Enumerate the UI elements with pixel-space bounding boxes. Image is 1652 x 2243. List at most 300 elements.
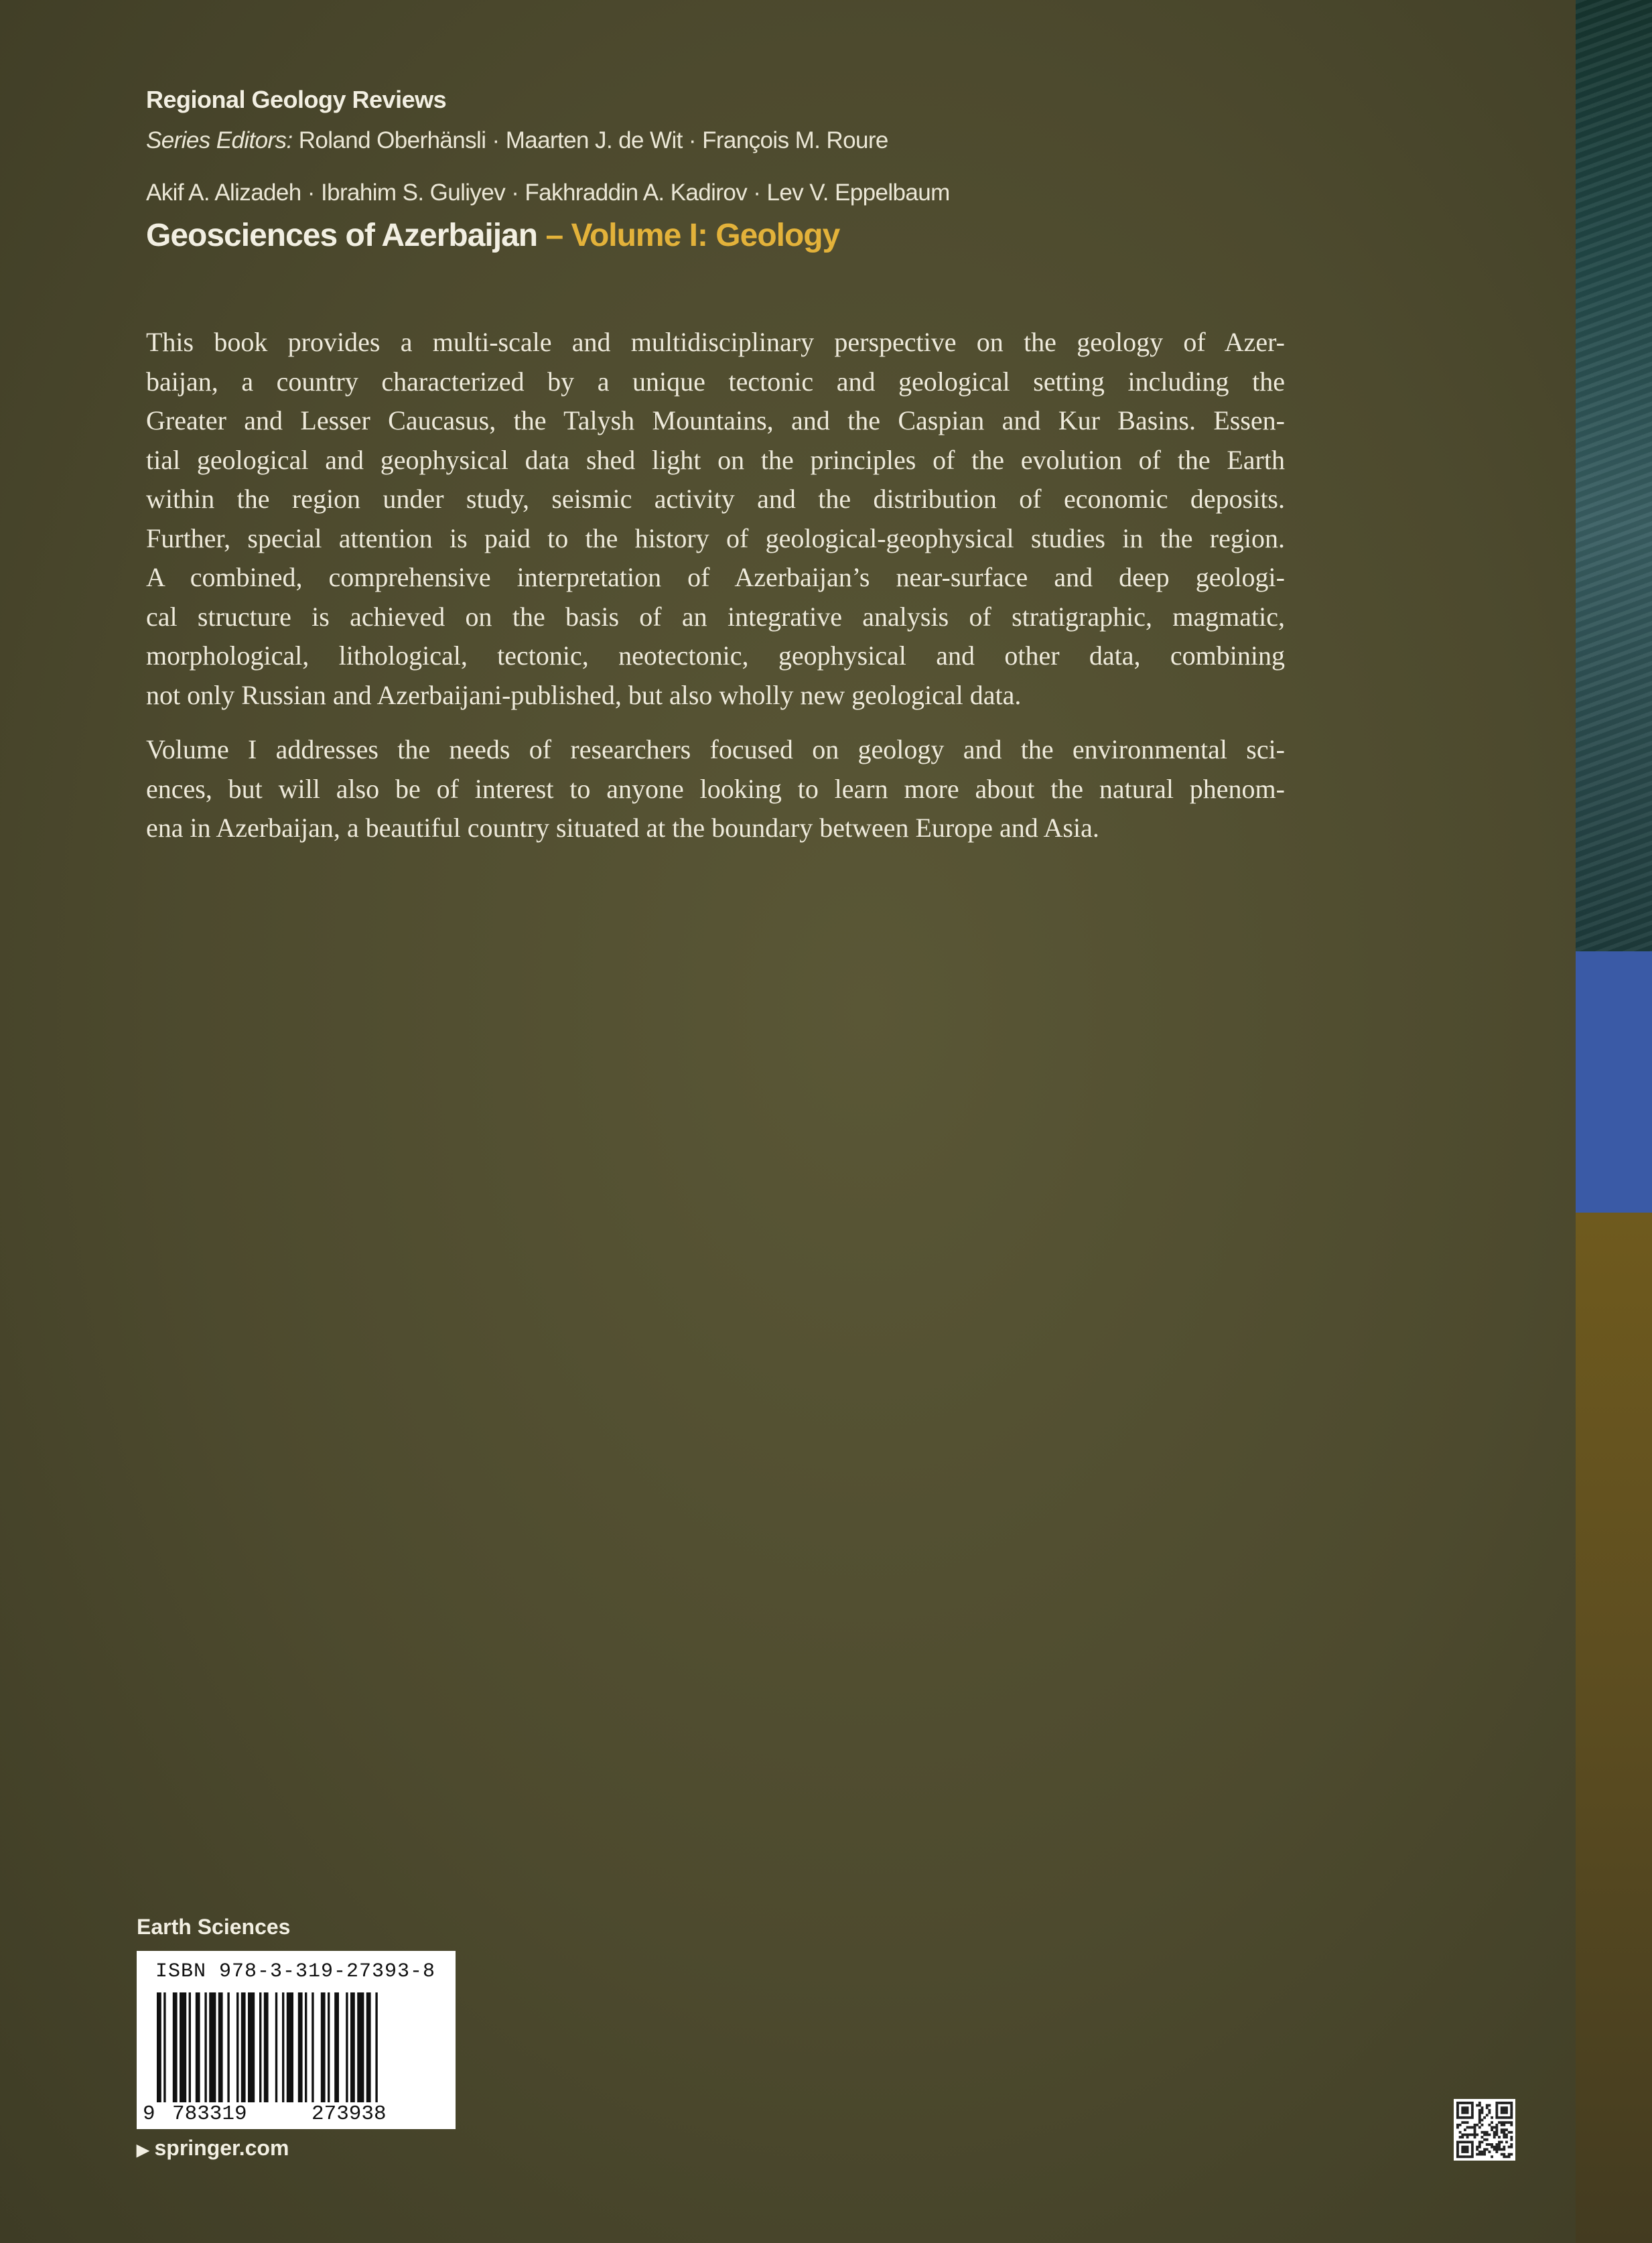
- spine-strip: [1576, 0, 1652, 2243]
- qr-module: [1501, 2148, 1503, 2151]
- qr-module: [1464, 2128, 1466, 2131]
- qr-module: [1461, 2102, 1464, 2104]
- barcode-bar: [248, 1992, 255, 2117]
- subject-category: Earth Sciences: [137, 1915, 291, 1939]
- qr-module: [1456, 2126, 1459, 2129]
- qr-module: [1498, 2148, 1501, 2151]
- qr-module: [1471, 2126, 1474, 2129]
- qr-module: [1501, 2116, 1503, 2119]
- text-line: This book provides a multi-scale and multidisciplinary perspective on the geology of Azer-: [146, 327, 1285, 357]
- qr-module: [1501, 2109, 1503, 2112]
- qr-module: [1456, 2153, 1459, 2156]
- qr-module: [1486, 2106, 1489, 2109]
- qr-module: [1456, 2116, 1459, 2119]
- qr-module: [1466, 2116, 1469, 2119]
- triangle-right-icon: ▶: [137, 2141, 149, 2159]
- qr-module: [1495, 2126, 1498, 2129]
- qr-module: [1510, 2153, 1513, 2156]
- qr-module: [1464, 2148, 1466, 2151]
- qr-module: [1503, 2128, 1505, 2131]
- qr-module: [1459, 2124, 1462, 2126]
- website-url: springer.com: [154, 2136, 289, 2160]
- qr-module: [1508, 2102, 1511, 2104]
- qr-module: [1503, 2148, 1505, 2151]
- qr-module: [1486, 2148, 1489, 2151]
- qr-module: [1501, 2128, 1503, 2131]
- qr-module: [1488, 2151, 1491, 2153]
- qr-module: [1478, 2121, 1481, 2124]
- qr-module: [1481, 2131, 1484, 2134]
- qr-module: [1498, 2140, 1501, 2143]
- qr-module: [1456, 2151, 1459, 2153]
- qr-module: [1456, 2155, 1459, 2158]
- qr-module: [1461, 2121, 1464, 2124]
- qr-module: [1508, 2146, 1511, 2149]
- qr-module: [1503, 2124, 1505, 2126]
- qr-module: [1501, 2112, 1503, 2114]
- qr-module: [1471, 2114, 1474, 2116]
- qr-module: [1481, 2151, 1484, 2153]
- qr-module: [1481, 2153, 1484, 2156]
- qr-module: [1508, 2153, 1511, 2156]
- qr-module: [1456, 2104, 1459, 2107]
- qr-module: [1466, 2109, 1469, 2112]
- qr-module: [1503, 2136, 1505, 2138]
- qr-module: [1501, 2106, 1503, 2109]
- text-line: ena in Azerbaijan, a beautiful country situated at the boundary between Europe and Asia.: [146, 813, 1099, 843]
- qr-module: [1503, 2106, 1505, 2109]
- book-title-dash: –: [537, 218, 571, 253]
- qr-module: [1464, 2155, 1466, 2158]
- qr-module: [1508, 2116, 1511, 2119]
- qr-module: [1481, 2109, 1484, 2112]
- qr-module: [1495, 2106, 1498, 2109]
- qr-module: [1491, 2146, 1493, 2149]
- qr-module: [1478, 2116, 1481, 2119]
- qr-module: [1481, 2136, 1484, 2138]
- qr-module: [1510, 2116, 1513, 2119]
- qr-module: [1464, 2112, 1466, 2114]
- qr-module: [1503, 2121, 1505, 2124]
- qr-module: [1456, 2140, 1459, 2143]
- barcode-bar: [346, 1992, 348, 2117]
- qr-module: [1478, 2109, 1481, 2112]
- publisher-website[interactable]: [137, 2136, 289, 2161]
- qr-module: [1459, 2131, 1462, 2134]
- qr-module: [1495, 2146, 1498, 2149]
- qr-module: [1495, 2114, 1498, 2116]
- qr-module: [1466, 2155, 1469, 2158]
- qr-module: [1471, 2140, 1474, 2143]
- qr-module: [1495, 2112, 1498, 2114]
- qr-module: [1459, 2136, 1462, 2138]
- text-line: A combined, comprehensive interpretation of Azerbaijan’s near-surface and deep geologi-: [146, 562, 1285, 592]
- qr-module: [1461, 2151, 1464, 2153]
- book-authors: Akif A. Alizadeh · Ibrahim S. Guliyev · Fakhraddin A. Kadirov · Lev V. Eppelbaum: [146, 180, 950, 206]
- qr-module: [1466, 2126, 1469, 2129]
- qr-module: [1495, 2124, 1498, 2126]
- barcode-bar: [241, 1992, 246, 2117]
- qr-module: [1510, 2106, 1513, 2109]
- qr-module: [1468, 2116, 1471, 2119]
- qr-module: [1510, 2143, 1513, 2146]
- qr-module: [1505, 2121, 1508, 2124]
- qr-module: [1471, 2153, 1474, 2156]
- barcode-bar: [334, 1992, 339, 2117]
- barcode-bar: [204, 1992, 206, 2117]
- barcode-bar: [189, 1992, 191, 2117]
- text-line: tial geological and geophysical data shed light on the principles of the evolution of the Earth: [146, 444, 1285, 475]
- qr-module: [1495, 2148, 1498, 2151]
- barcode-bar: [298, 1992, 303, 2117]
- qr-module: [1486, 2114, 1489, 2116]
- qr-module: [1459, 2116, 1462, 2119]
- qr-module: [1501, 2102, 1503, 2104]
- qr-module: [1491, 2143, 1493, 2146]
- barcode-bar: [173, 1992, 178, 2117]
- qr-module: [1483, 2116, 1486, 2119]
- qr-module: [1510, 2104, 1513, 2107]
- qr-module: [1505, 2109, 1508, 2112]
- qr-module: [1464, 2121, 1466, 2124]
- qr-module: [1476, 2146, 1478, 2149]
- barcode-icon: [157, 1992, 438, 2117]
- qr-module: [1476, 2104, 1478, 2107]
- qr-module: [1478, 2102, 1481, 2104]
- qr-module: [1466, 2136, 1469, 2138]
- qr-module: [1493, 2131, 1496, 2134]
- qr-module: [1486, 2104, 1489, 2107]
- qr-module: [1464, 2102, 1466, 2104]
- qr-module: [1505, 2136, 1508, 2138]
- qr-module: [1471, 2148, 1474, 2151]
- barcode-bar: [350, 1992, 355, 2117]
- text-line: not only Russian and Azerbaijani-published, but also wholly new geological data.: [146, 679, 1022, 710]
- qr-module: [1505, 2112, 1508, 2114]
- qr-module: [1483, 2138, 1486, 2141]
- qr-module: [1493, 2146, 1496, 2149]
- qr-module: [1464, 2146, 1466, 2149]
- qr-module: [1478, 2140, 1481, 2143]
- qr-module: [1503, 2133, 1505, 2136]
- qr-module: [1495, 2109, 1498, 2112]
- qr-module: [1474, 2128, 1476, 2131]
- isbn-text: ISBN 978-3-319-27393-8: [155, 1960, 436, 1983]
- book-title-main: Geosciences of Azerbaijan: [146, 218, 538, 253]
- qr-module: [1505, 2155, 1508, 2158]
- qr-module: [1488, 2143, 1491, 2146]
- qr-module: [1495, 2143, 1498, 2146]
- qr-module: [1498, 2116, 1501, 2119]
- qr-module: [1464, 2116, 1466, 2119]
- barcode-bar: [218, 1992, 223, 2117]
- qr-module: [1461, 2140, 1464, 2143]
- qr-module: [1466, 2102, 1469, 2104]
- qr-module: [1468, 2133, 1471, 2136]
- qr-module: [1498, 2146, 1501, 2149]
- qr-module: [1501, 2124, 1503, 2126]
- qr-module: [1495, 2104, 1498, 2107]
- qr-module: [1493, 2136, 1496, 2138]
- qr-module: [1488, 2133, 1491, 2136]
- qr-module: [1478, 2112, 1481, 2114]
- qr-module: [1456, 2106, 1459, 2109]
- text-line: within the region under study, seismic activity and the distribution of economic deposits.: [146, 484, 1285, 514]
- qr-module: [1456, 2143, 1459, 2146]
- qr-module: [1478, 2114, 1481, 2116]
- qr-module: [1495, 2133, 1498, 2136]
- qr-module: [1466, 2148, 1469, 2151]
- qr-module: [1491, 2155, 1493, 2158]
- qr-module: [1491, 2121, 1493, 2124]
- barcode-bar: [375, 1992, 377, 2117]
- qr-module: [1478, 2146, 1481, 2149]
- qr-module: [1503, 2116, 1505, 2119]
- qr-module: [1471, 2116, 1474, 2119]
- qr-module: [1481, 2106, 1484, 2109]
- qr-module: [1466, 2146, 1469, 2149]
- qr-module: [1471, 2143, 1474, 2146]
- book-title-volume: Volume I: Geology: [571, 218, 840, 253]
- qr-module: [1461, 2109, 1464, 2112]
- qr-module: [1501, 2153, 1503, 2156]
- qr-module: [1501, 2140, 1503, 2143]
- qr-module: [1471, 2151, 1474, 2153]
- qr-module: [1503, 2153, 1505, 2156]
- qr-module: [1471, 2112, 1474, 2114]
- qr-module: [1510, 2131, 1513, 2134]
- qr-module: [1501, 2131, 1503, 2134]
- qr-module: [1471, 2146, 1474, 2149]
- barcode-digit-lead: 9: [143, 2102, 155, 2126]
- qr-module: [1464, 2133, 1466, 2136]
- barcode-bar: [227, 1992, 229, 2117]
- qr-module: [1491, 2126, 1493, 2129]
- series-title: Regional Geology Reviews: [146, 86, 447, 113]
- qr-module: [1461, 2136, 1464, 2138]
- qr-module: [1510, 2146, 1513, 2149]
- qr-module: [1461, 2112, 1464, 2114]
- qr-module: [1505, 2128, 1508, 2131]
- qr-module: [1510, 2124, 1513, 2126]
- qr-module: [1493, 2133, 1496, 2136]
- qr-module: [1486, 2133, 1489, 2136]
- qr-module: [1503, 2131, 1505, 2134]
- qr-module: [1461, 2148, 1464, 2151]
- barcode-bar: [196, 1992, 200, 2117]
- qr-module: [1488, 2104, 1491, 2107]
- qr-module: [1503, 2155, 1505, 2158]
- qr-module: [1505, 2102, 1508, 2104]
- qr-module: [1478, 2151, 1481, 2153]
- qr-module: [1498, 2143, 1501, 2146]
- qr-module: [1505, 2140, 1508, 2143]
- qr-module: [1474, 2133, 1476, 2136]
- qr-module: [1483, 2151, 1486, 2153]
- barcode-bar: [259, 1992, 261, 2117]
- barcode-bar: [209, 1992, 216, 2117]
- qr-module: [1498, 2121, 1501, 2124]
- barcode-bar: [312, 1992, 314, 2117]
- qr-module: [1456, 2109, 1459, 2112]
- qr-module: [1478, 2104, 1481, 2107]
- qr-module: [1488, 2124, 1491, 2126]
- qr-module: [1508, 2121, 1511, 2124]
- qr-module: [1456, 2112, 1459, 2114]
- qr-module: [1476, 2133, 1478, 2136]
- description-paragraph-2: [146, 730, 1285, 848]
- qr-module: [1476, 2148, 1478, 2151]
- qr-module: [1468, 2102, 1471, 2104]
- qr-module: [1505, 2116, 1508, 2119]
- qr-module: [1456, 2148, 1459, 2151]
- qr-module: [1474, 2124, 1476, 2126]
- qr-module: [1478, 2153, 1481, 2156]
- barcode-bar: [321, 1992, 326, 2117]
- spine-gold-band: [1576, 1213, 1652, 2243]
- qr-module: [1491, 2128, 1493, 2131]
- qr-module: [1466, 2106, 1469, 2109]
- text-line: morphological, lithological, tectonic, neotectonic, geophysical and other data, combining: [146, 640, 1285, 671]
- qr-module: [1464, 2151, 1466, 2153]
- qr-module: [1459, 2140, 1462, 2143]
- qr-module: [1459, 2155, 1462, 2158]
- qr-module: [1466, 2140, 1469, 2143]
- qr-module: [1456, 2124, 1459, 2126]
- barcode-bar: [236, 1992, 238, 2117]
- qr-module: [1474, 2131, 1476, 2134]
- qr-module: [1481, 2124, 1484, 2126]
- barcode-digits: [142, 2102, 454, 2128]
- qr-module: [1495, 2116, 1498, 2119]
- spine-blue-band: [1576, 951, 1652, 1213]
- qr-module: [1466, 2133, 1469, 2136]
- qr-module: [1495, 2131, 1498, 2134]
- qr-module: [1474, 2136, 1476, 2138]
- barcode-bar: [357, 1992, 364, 2117]
- qr-module: [1486, 2143, 1489, 2146]
- text-line: baijan, a country characterized by a unique tectonic and geological setting including the: [146, 366, 1285, 397]
- spine-photo: [1576, 0, 1652, 951]
- text-line: ences, but will also be of interest to anyone looking to learn more about the natural phenom-: [146, 773, 1285, 804]
- qr-module: [1498, 2136, 1501, 2138]
- qr-module: [1483, 2133, 1486, 2136]
- qr-module: [1491, 2116, 1493, 2119]
- qr-module: [1476, 2124, 1478, 2126]
- series-editors: [146, 127, 888, 154]
- qr-module: [1456, 2102, 1459, 2104]
- qr-module: [1468, 2155, 1471, 2158]
- qr-module: [1505, 2133, 1508, 2136]
- qr-module: [1510, 2138, 1513, 2141]
- qr-module: [1478, 2143, 1481, 2146]
- qr-module: [1471, 2155, 1474, 2158]
- qr-module: [1510, 2136, 1513, 2138]
- qr-module: [1456, 2114, 1459, 2116]
- qr-module: [1459, 2102, 1462, 2104]
- barcode-bar: [180, 1992, 186, 2117]
- qr-module: [1503, 2109, 1505, 2112]
- qr-module: [1478, 2126, 1481, 2129]
- qr-module: [1456, 2146, 1459, 2149]
- barcode-digit-group-left: 783319: [172, 2102, 247, 2126]
- qr-module: [1483, 2131, 1486, 2134]
- qr-module: [1503, 2146, 1505, 2149]
- qr-module: [1501, 2121, 1503, 2124]
- barcode-bar: [163, 1992, 165, 2117]
- qr-module: [1466, 2151, 1469, 2153]
- qr-module: [1481, 2112, 1484, 2114]
- qr-module: [1486, 2131, 1489, 2134]
- barcode-bar: [264, 1992, 269, 2117]
- qr-module: [1461, 2133, 1464, 2136]
- barcode-bar: [305, 1992, 307, 2117]
- qr-module: [1471, 2133, 1474, 2136]
- barcode-bar: [282, 1992, 284, 2117]
- qr-module: [1486, 2138, 1489, 2141]
- qr-module: [1510, 2121, 1513, 2124]
- qr-module: [1488, 2109, 1491, 2112]
- barcode-bar: [157, 1992, 161, 2117]
- qr-module: [1488, 2112, 1491, 2114]
- qr-module: [1493, 2126, 1496, 2129]
- qr-module: [1464, 2106, 1466, 2109]
- qr-module: [1508, 2155, 1511, 2158]
- text-line: Volume I addresses the needs of researchers focused on geology and the environmental sci-: [146, 734, 1285, 764]
- text-line: Further, special attention is paid to the history of geological-geophysical studies in the region.: [146, 523, 1285, 553]
- barcode-bar: [287, 1992, 293, 2117]
- barcode-digit-group-right: 273938: [312, 2102, 387, 2126]
- qr-module: [1508, 2131, 1511, 2134]
- qr-module: [1505, 2106, 1508, 2109]
- qr-module: [1510, 2109, 1513, 2112]
- barcode-bar: [275, 1992, 277, 2117]
- qr-module: [1503, 2102, 1505, 2104]
- qr-module: [1474, 2126, 1476, 2129]
- qr-module: [1510, 2114, 1513, 2116]
- qr-module: [1510, 2112, 1513, 2114]
- qr-module: [1461, 2116, 1464, 2119]
- qr-module: [1498, 2102, 1501, 2104]
- qr-module: [1466, 2121, 1469, 2124]
- qr-module: [1495, 2102, 1498, 2104]
- qr-module: [1461, 2106, 1464, 2109]
- qr-module: [1476, 2153, 1478, 2156]
- barcode-bar: [328, 1992, 330, 2117]
- qr-module: [1471, 2104, 1474, 2107]
- qr-module: [1495, 2128, 1498, 2131]
- qr-module: [1495, 2151, 1498, 2153]
- qr-module: [1461, 2146, 1464, 2149]
- qr-module: [1493, 2148, 1496, 2151]
- barcode-bar: [366, 1992, 371, 2117]
- series-editors-names: Roland Oberhänsli · Maarten J. de Wit · François M. Roure: [298, 127, 888, 153]
- qr-module: [1481, 2140, 1484, 2143]
- text-line: cal structure is achieved on the basis of an integrative analysis of stratigraphic, magmatic,: [146, 601, 1285, 632]
- qr-module: [1471, 2102, 1474, 2104]
- qr-module: [1510, 2102, 1513, 2104]
- qr-code-icon: [1454, 2099, 1515, 2161]
- qr-module: [1461, 2155, 1464, 2158]
- qr-module: [1471, 2106, 1474, 2109]
- description-paragraph-1: [146, 323, 1285, 715]
- qr-module: [1466, 2112, 1469, 2114]
- qr-module: [1478, 2119, 1481, 2122]
- qr-module: [1468, 2126, 1471, 2129]
- qr-module: [1503, 2112, 1505, 2114]
- qr-module: [1483, 2153, 1486, 2156]
- qr-module: [1468, 2140, 1471, 2143]
